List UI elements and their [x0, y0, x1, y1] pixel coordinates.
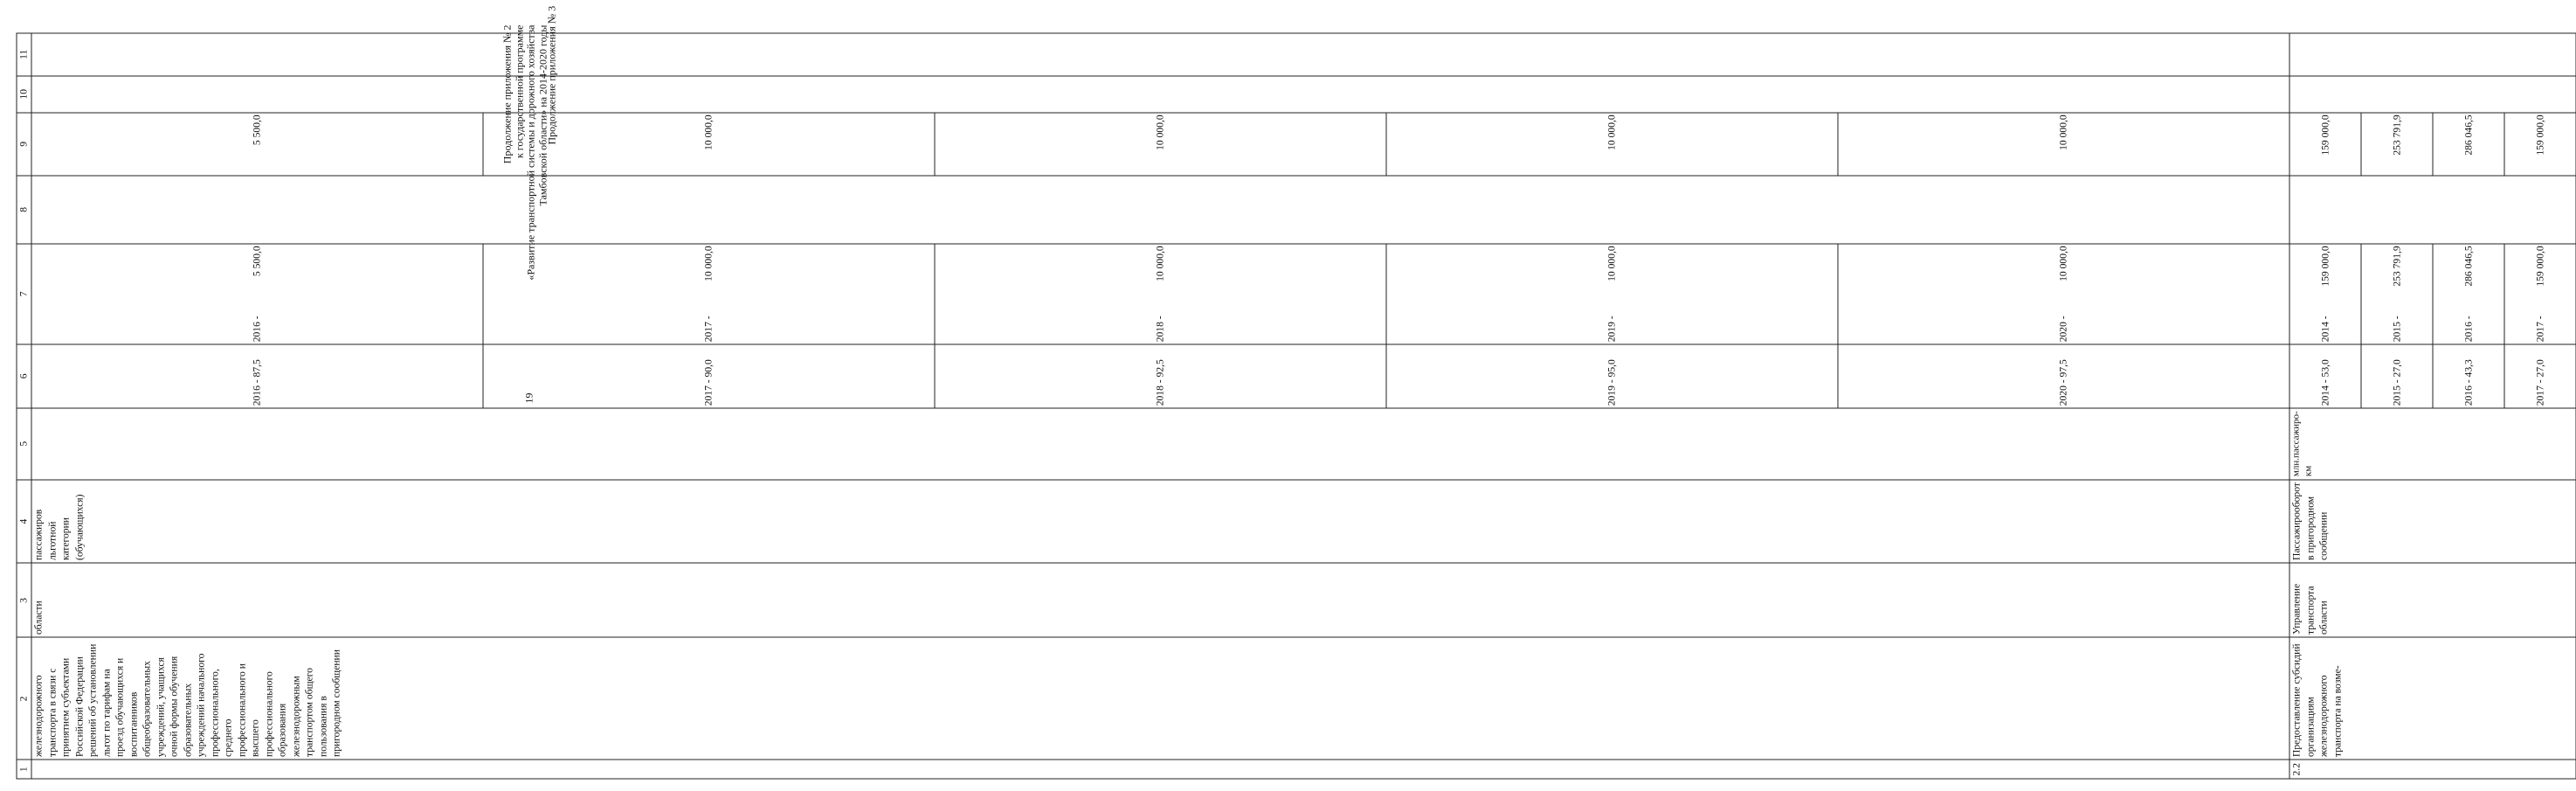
list-item: 2018 - 92,5 — [935, 344, 1386, 407]
column-number: 11 — [17, 32, 31, 75]
column-number: 7 — [17, 243, 31, 343]
list-item: 253 791,9 — [2361, 113, 2433, 175]
funding-list — [31, 244, 2289, 343]
cell-executor: Управление транспорта области — [2289, 563, 2576, 637]
cell-indicator-values — [31, 343, 2289, 407]
column-number: 5 — [17, 407, 31, 479]
list-item: 2020 - 97,5 — [2057, 358, 2069, 406]
column-number: 4 — [17, 479, 31, 563]
list-item: 2017 - 159 000,0 — [2533, 245, 2545, 342]
cell-col10 — [31, 75, 2289, 112]
cell-funding-regional — [2289, 112, 2576, 175]
cell-measure-description: железнодорожного транспорта в связи с принятием субъектами Российской Федерации решений об установлении льгот по тарифам на проезд обучающихся и воспитанников общеобразовательных учреждений, учащихся очной формы обучения образовательных учреждений начального профессионального, среднего профессионального и высшего профессионального образования железнодорожным транспортом общего пользования в пригородном сообщении — [31, 637, 2289, 760]
list-item: 2019 - 10 000,0 — [1386, 244, 1838, 343]
list-item: 5 500,0 — [31, 113, 483, 175]
column-number: 8 — [17, 175, 31, 243]
regional-funding-list — [31, 113, 2289, 175]
list-item: 2017 - 27,0 — [2533, 358, 2545, 406]
table-row — [2289, 32, 2576, 778]
list-item: 2016 - 5 500,0 — [31, 244, 483, 343]
list-item: 2017 - 10 000,0 — [483, 244, 935, 343]
appendix-3-heading: Продолжение приложения № 3 — [545, 5, 557, 144]
cell-funding-total — [2289, 243, 2576, 343]
list-item: 2014 - 159 000,0 — [2289, 244, 2361, 343]
column-number: 1 — [17, 760, 31, 779]
cell-indicator-values — [2289, 343, 2576, 407]
cell-col10 — [2289, 75, 2576, 112]
list-item: 10 000,0 — [1386, 113, 1838, 175]
indicator-values-list — [31, 344, 2289, 407]
cell-unit — [31, 407, 2289, 479]
cell-funding-regional — [31, 112, 2289, 175]
list-item: 2016 - 286 046,5 — [2433, 244, 2504, 343]
indicator-values-list — [2289, 344, 2575, 407]
list-item: 159 000,0 — [2289, 113, 2361, 175]
list-item: 2015 - 27,0 — [2361, 344, 2433, 407]
cell-executor: области — [31, 563, 2289, 637]
cell-number — [31, 760, 2289, 779]
cell-col8 — [31, 175, 2289, 243]
list-item: 2018 - 10 000,0 — [935, 244, 1386, 343]
appendix-2-line: Продолжение приложения № 2 — [501, 24, 513, 163]
column-number: 10 — [17, 75, 31, 112]
list-item: 2016 - 43,3 — [2433, 344, 2504, 407]
table-row — [31, 32, 2289, 778]
list-item: 2015 - 253 791,9 — [2361, 244, 2433, 343]
list-item: 2020 - 10 000,0 — [2057, 245, 2069, 342]
list-item: 159 000,0 — [2533, 114, 2545, 156]
appendix-2-line: Тамбовской области» на 2014-2020 годы — [535, 24, 549, 205]
list-item: 2019 - 95,0 — [1386, 344, 1838, 407]
regional-funding-list — [2289, 113, 2575, 175]
column-number: 2 — [17, 637, 31, 760]
cell-indicator: Пассажирооборот в пригородном сообщении — [2289, 479, 2576, 563]
cell-col11 — [2289, 32, 2576, 75]
column-number: 9 — [17, 112, 31, 175]
column-number-row — [17, 32, 31, 778]
cell-col11 — [31, 32, 2289, 75]
page-number: 19 — [522, 392, 535, 403]
cell-col8 — [2289, 175, 2576, 243]
list-item: 10 000,0 — [2057, 114, 2069, 150]
appendix-2-line: «Развитие транспортной системы и дорожного хозяйства — [524, 24, 536, 281]
cell-unit: млн.пассажиро-км — [2289, 407, 2576, 479]
list-item: 10 000,0 — [483, 113, 935, 175]
appendix-2-line: к государственной программе — [512, 24, 525, 158]
cell-measure-description: Предоставление субсидий организациям железнодорожного транспорта на возме- — [2289, 637, 2576, 760]
list-item: 286 046,5 — [2433, 113, 2504, 175]
column-number: 6 — [17, 343, 31, 407]
cell-indicator: пассажиров льготной категории (обучающихся) — [31, 479, 2289, 563]
column-number: 3 — [17, 563, 31, 637]
program-table — [16, 32, 2576, 779]
funding-list — [2289, 244, 2575, 343]
list-item: 2014 - 53,0 — [2289, 344, 2361, 407]
cell-number: 2.2 — [2289, 760, 2576, 779]
cell-funding-total — [31, 243, 2289, 343]
list-item: 2017 - 90,0 — [483, 344, 935, 407]
list-item: 10 000,0 — [935, 113, 1386, 175]
list-item: 2016 - 87,5 — [31, 344, 483, 407]
